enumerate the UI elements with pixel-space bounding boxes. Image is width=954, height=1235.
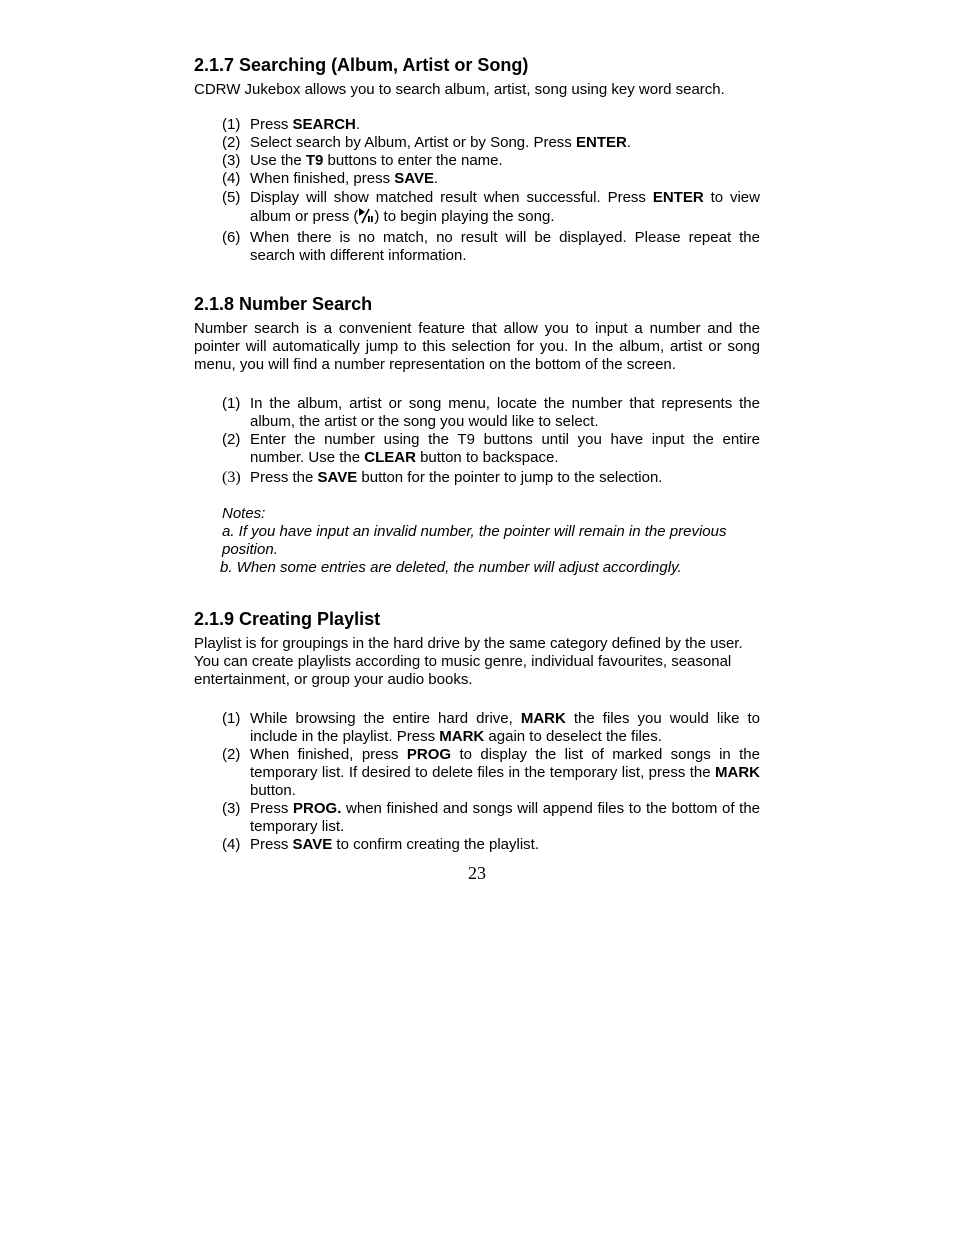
list-item: (2) Enter the number using the T9 buttons until you have input the entire number. Use the CLEAR button to backspace.: [222, 431, 760, 466]
list-item: (3) Press PROG. when finished and songs will append files to the bottom of the temporary list.: [222, 800, 761, 835]
section-intro-2-1-9: Playlist is for groupings in the hard drive by the same category defined by the user. You can create playlists according to music genre, individual favourites, seasonal entertainment, or group your audio books.: [194, 635, 743, 688]
list-item: (1) Press SEARCH.: [222, 116, 361, 133]
section-intro-2-1-8: Number search is a convenient feature that allow you to input a number and the pointer will automatically jump to this selection for you. In the album, artist or song menu, you will find a number representation on the bottom of the screen.: [194, 320, 760, 373]
section-heading-2-1-7: 2.1.7 Searching (Album, Artist or Song): [194, 55, 529, 75]
list-item: (6) When there is no match, no result will be displayed. Please repeat the search with different information.: [222, 229, 760, 264]
steps-list-2-1-8: [222, 395, 760, 487]
list-item: (3) Press the SAVE button for the pointer to jump to the selection.: [222, 469, 663, 486]
list-item: (5) Display will show matched result when successful. Press ENTER to view album or press ( ) to begin playing the song.: [222, 188, 760, 229]
list-item: (2) Select search by Album, Artist or by Song. Press ENTER.: [222, 134, 631, 151]
steps-list-2-1-7: [222, 116, 760, 265]
notes-title: Notes:: [222, 505, 266, 522]
section-intro-2-1-7: CDRW Jukebox allows you to search album, artist, song using key word search.: [194, 81, 725, 98]
list-item: (3) Use the T9 buttons to enter the name.: [222, 152, 503, 169]
page-number: 23: [468, 863, 486, 883]
list-item: (4) When finished, press SAVE.: [222, 170, 439, 187]
section-heading-2-1-8: 2.1.8 Number Search: [194, 294, 373, 314]
list-item: (4) Press SAVE to confirm creating the playlist.: [222, 836, 540, 853]
notes-block: [222, 505, 762, 577]
list-item: (1) In the album, artist or song menu, locate the number that represents the album, the artist or the song you would like to select.: [222, 395, 760, 430]
list-item: (2) When finished, press PROG to display the list of marked songs in the temporary list. If desired to delete files in the temporary list, press the MARK button.: [222, 746, 760, 799]
note-a: a. If you have input an invalid number, the pointer will remain in the previous position.: [222, 523, 727, 558]
note-b: b. When some entries are deleted, the number will adjust accordingly.: [220, 559, 682, 576]
play-pause-icon: [358, 207, 374, 229]
list-item: (1) While browsing the entire hard drive, MARK the files you would like to include in the playlist. Press MARK again to deselect the files.: [222, 710, 760, 745]
steps-list-2-1-9: [222, 710, 760, 854]
section-heading-2-1-9: 2.1.9 Creating Playlist: [194, 609, 381, 629]
